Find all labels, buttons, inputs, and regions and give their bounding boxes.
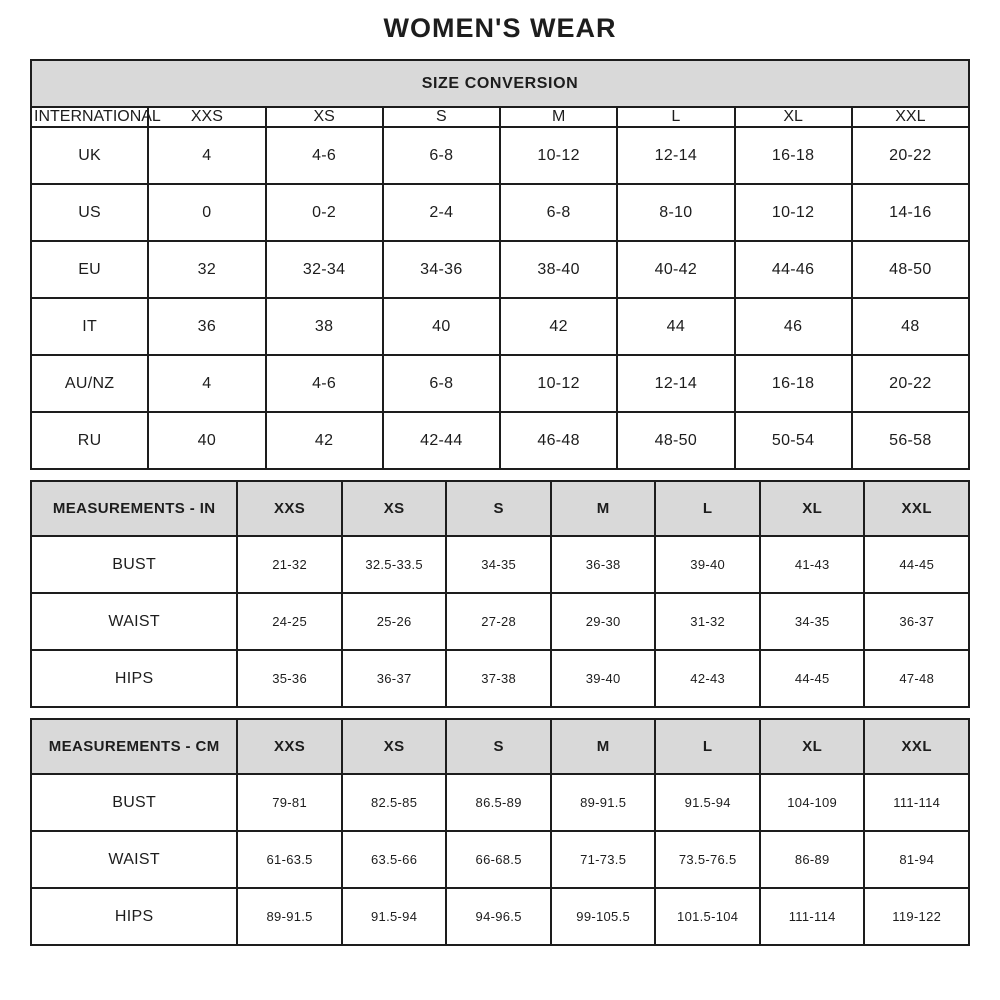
- measurement-value-cell: 79-81: [237, 774, 342, 831]
- size-value-cell: 20-22: [852, 355, 969, 412]
- size-value-cell: 20-22: [852, 127, 969, 184]
- size-value-cell: 42: [266, 412, 383, 469]
- table-row: [31, 184, 969, 241]
- size-value-cell: 42-44: [383, 412, 500, 469]
- size-column-header: M: [500, 107, 617, 127]
- size-value-cell: 16-18: [735, 127, 852, 184]
- table-row: [31, 241, 969, 298]
- table-row: [31, 593, 969, 650]
- measurement-value-cell: 44-45: [864, 536, 969, 593]
- size-column-header: XXL: [852, 107, 969, 127]
- table-row: [31, 412, 969, 469]
- measurement-value-cell: 91.5-94: [655, 774, 760, 831]
- size-column-header: S: [383, 107, 500, 127]
- size-value-cell: 48: [852, 298, 969, 355]
- measurement-value-cell: 89-91.5: [237, 888, 342, 945]
- row-label: US: [31, 184, 148, 241]
- row-label: WAIST: [31, 593, 237, 650]
- size-column-header: XXS: [237, 719, 342, 774]
- measurement-value-cell: 25-26: [342, 593, 447, 650]
- measurement-value-cell: 36-37: [342, 650, 447, 707]
- size-column-header: XS: [342, 719, 447, 774]
- size-value-cell: 8-10: [617, 184, 734, 241]
- measurement-value-cell: 86-89: [760, 831, 865, 888]
- measurements-in-table: [30, 480, 970, 708]
- measurement-value-cell: 32.5-33.5: [342, 536, 447, 593]
- size-value-cell: 10-12: [735, 184, 852, 241]
- size-value-cell: 16-18: [735, 355, 852, 412]
- size-value-cell: 44: [617, 298, 734, 355]
- size-column-header: M: [551, 719, 656, 774]
- size-column-header: XXL: [864, 719, 969, 774]
- size-value-cell: 50-54: [735, 412, 852, 469]
- size-value-cell: 48-50: [617, 412, 734, 469]
- size-value-cell: 4: [148, 355, 265, 412]
- measurement-value-cell: 94-96.5: [446, 888, 551, 945]
- row-label: BUST: [31, 774, 237, 831]
- size-column-header: XXS: [148, 107, 265, 127]
- size-column-header: XXL: [864, 481, 969, 536]
- measurement-value-cell: 21-32: [237, 536, 342, 593]
- size-column-header: L: [617, 107, 734, 127]
- size-column-header: M: [551, 481, 656, 536]
- size-value-cell: 0-2: [266, 184, 383, 241]
- table-row: [31, 298, 969, 355]
- size-column-header: XXS: [237, 481, 342, 536]
- size-value-cell: 40: [148, 412, 265, 469]
- measurement-value-cell: 39-40: [551, 650, 656, 707]
- size-value-cell: 56-58: [852, 412, 969, 469]
- measurement-value-cell: 99-105.5: [551, 888, 656, 945]
- measurement-value-cell: 34-35: [446, 536, 551, 593]
- measurement-value-cell: 24-25: [237, 593, 342, 650]
- size-value-cell: 12-14: [617, 127, 734, 184]
- size-column-header: XS: [342, 481, 447, 536]
- row-label: WAIST: [31, 831, 237, 888]
- measurement-value-cell: 27-28: [446, 593, 551, 650]
- size-column-header: XL: [735, 107, 852, 127]
- measurement-value-cell: 66-68.5: [446, 831, 551, 888]
- size-value-cell: 4-6: [266, 127, 383, 184]
- size-value-cell: 4-6: [266, 355, 383, 412]
- size-value-cell: 10-12: [500, 355, 617, 412]
- row-label: HIPS: [31, 888, 237, 945]
- size-value-cell: 32: [148, 241, 265, 298]
- size-column-header: L: [655, 719, 760, 774]
- size-value-cell: 46-48: [500, 412, 617, 469]
- size-value-cell: 0: [148, 184, 265, 241]
- size-value-cell: 12-14: [617, 355, 734, 412]
- size-value-cell: 46: [735, 298, 852, 355]
- measurement-value-cell: 35-36: [237, 650, 342, 707]
- region-column-header: INTERNATIONAL: [31, 107, 148, 127]
- measurement-value-cell: 101.5-104: [655, 888, 760, 945]
- measurements-cm-header-row: [31, 719, 969, 774]
- table-row: [31, 536, 969, 593]
- table-row: [31, 355, 969, 412]
- size-conversion-header-row: [31, 107, 969, 127]
- size-value-cell: 6-8: [383, 355, 500, 412]
- measurement-value-cell: 89-91.5: [551, 774, 656, 831]
- table-row: [31, 127, 969, 184]
- measurement-value-cell: 111-114: [864, 774, 969, 831]
- measurement-value-cell: 71-73.5: [551, 831, 656, 888]
- measurement-value-cell: 29-30: [551, 593, 656, 650]
- size-column-header: S: [446, 481, 551, 536]
- size-value-cell: 6-8: [500, 184, 617, 241]
- size-value-cell: 44-46: [735, 241, 852, 298]
- size-conversion-title: SIZE CONVERSION: [31, 60, 969, 107]
- measurement-value-cell: 119-122: [864, 888, 969, 945]
- measurement-value-cell: 42-43: [655, 650, 760, 707]
- table-title-row: [31, 60, 969, 107]
- size-column-header: XL: [760, 719, 865, 774]
- measurement-value-cell: 47-48: [864, 650, 969, 707]
- row-label: IT: [31, 298, 148, 355]
- size-value-cell: 10-12: [500, 127, 617, 184]
- measurement-value-cell: 61-63.5: [237, 831, 342, 888]
- table-row: [31, 831, 969, 888]
- size-value-cell: 34-36: [383, 241, 500, 298]
- measurement-value-cell: 37-38: [446, 650, 551, 707]
- measurements-title: MEASUREMENTS - CM: [31, 719, 237, 774]
- table-row: [31, 888, 969, 945]
- size-value-cell: 6-8: [383, 127, 500, 184]
- size-column-header: XS: [266, 107, 383, 127]
- measurement-value-cell: 86.5-89: [446, 774, 551, 831]
- row-label: BUST: [31, 536, 237, 593]
- size-conversion-body: [31, 127, 969, 469]
- size-value-cell: 2-4: [383, 184, 500, 241]
- measurement-value-cell: 41-43: [760, 536, 865, 593]
- size-column-header: XL: [760, 481, 865, 536]
- measurements-title: MEASUREMENTS - IN: [31, 481, 237, 536]
- measurement-value-cell: 34-35: [760, 593, 865, 650]
- size-value-cell: 4: [148, 127, 265, 184]
- size-value-cell: 32-34: [266, 241, 383, 298]
- size-column-header: L: [655, 481, 760, 536]
- measurements-in-header-row: [31, 481, 969, 536]
- measurement-value-cell: 36-38: [551, 536, 656, 593]
- row-label: HIPS: [31, 650, 237, 707]
- measurement-value-cell: 31-32: [655, 593, 760, 650]
- size-column-header: S: [446, 719, 551, 774]
- table-row: [31, 774, 969, 831]
- measurement-value-cell: 44-45: [760, 650, 865, 707]
- size-value-cell: 36: [148, 298, 265, 355]
- row-label: UK: [31, 127, 148, 184]
- measurement-value-cell: 104-109: [760, 774, 865, 831]
- measurements-in-body: [31, 536, 969, 707]
- measurement-value-cell: 81-94: [864, 831, 969, 888]
- measurement-value-cell: 91.5-94: [342, 888, 447, 945]
- size-value-cell: 40: [383, 298, 500, 355]
- page-title: WOMEN'S WEAR: [383, 13, 617, 43]
- measurement-value-cell: 73.5-76.5: [655, 831, 760, 888]
- size-value-cell: 38: [266, 298, 383, 355]
- table-row: [31, 650, 969, 707]
- size-conversion-table: [30, 59, 970, 470]
- row-label: EU: [31, 241, 148, 298]
- size-value-cell: 42: [500, 298, 617, 355]
- measurement-value-cell: 63.5-66: [342, 831, 447, 888]
- row-label: AU/NZ: [31, 355, 148, 412]
- measurement-value-cell: 36-37: [864, 593, 969, 650]
- size-value-cell: 14-16: [852, 184, 969, 241]
- measurement-value-cell: 39-40: [655, 536, 760, 593]
- size-value-cell: 38-40: [500, 241, 617, 298]
- size-value-cell: 40-42: [617, 241, 734, 298]
- measurements-cm-body: [31, 774, 969, 945]
- measurement-value-cell: 82.5-85: [342, 774, 447, 831]
- size-value-cell: 48-50: [852, 241, 969, 298]
- row-label: RU: [31, 412, 148, 469]
- measurements-cm-table: [30, 718, 970, 946]
- measurement-value-cell: 111-114: [760, 888, 865, 945]
